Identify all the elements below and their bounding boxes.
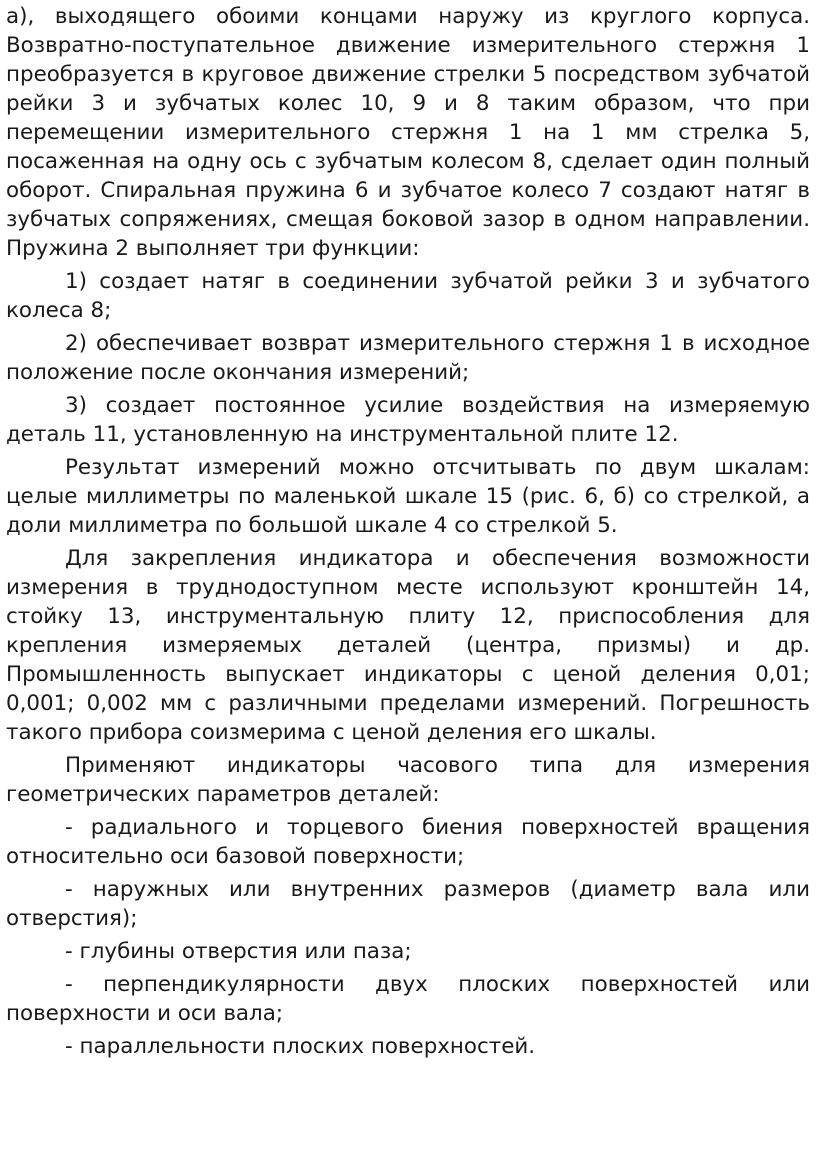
paragraph-continuation: а), выходящего обоими концами наружу из круглого корпуса. Возвратно-поступательное движение измерительного стержня 1 преобразуется в круговое движение стрелки 5 посредством зубчатой рейки 3 и зубчатых колес 10, 9 и 8 таким образом, что при перемещении измерительного стержня 1 на 1 мм стрелка 5, посаженная на одну ось с зубчатым колесом 8, сделает один полный оборот. Спиральная пружина 6 и зубчатое колесо 7 создают натяг в зубчатых сопряжениях, смещая боковой зазор в одном направлении. Пружина 2 выполняет три функции:: [6, 4, 810, 261]
list-item-function-1: 1) создает натяг в соединении зубчатой рейки 3 и зубчатого колеса 8;: [6, 269, 810, 323]
list-item-function-2: 2) обеспечивает возврат измерительного стержня 1 в исходное положение после окончания измерений;: [6, 331, 810, 385]
list-item-perpendicularity: - перпендикулярности двух плоских поверхностей или поверхности и оси вала;: [6, 972, 810, 1026]
list-item-parallelism: - параллельности плоских поверхностей.: [65, 1034, 536, 1059]
paragraph-scales: Результат измерений можно отсчитывать по двум шкалам: целые миллиметры по маленькой шкале 15 (рис. 6, б) со стрелкой, а доли миллиметра по большой шкале 4 со стрелкой 5.: [6, 455, 810, 538]
document-page: [6, 2, 810, 1065]
list-item-depth: - глубины отверстия или паза;: [65, 939, 412, 964]
list-item-runout: - радиального и торцевого биения поверхностей вращения относительно оси базовой поверхности;: [6, 815, 810, 869]
paragraph-applications-intro: Применяют индикаторы часового типа для измерения геометрических параметров деталей:: [6, 753, 810, 807]
list-item-dimensions: - наружных или внутренних размеров (диаметр вала или отверстия);: [6, 877, 810, 931]
list-item-function-3: 3) создает постоянное усилие воздействия на измеряемую деталь 11, установленную на инструментальной плите 12.: [6, 393, 810, 447]
paragraph-mounting: Для закрепления индикатора и обеспечения возможности измерения в труднодоступном месте используют кронштейн 14, стойку 13, инструментальную плиту 12, приспособления для крепления измеряемых деталей (центра, призмы) и др. Промышленность выпускает индикаторы с ценой деления 0,01; 0,001; 0,002 мм с различными пределами измерений. Погрешность такого прибора соизмерима с ценой деления его шкалы.: [6, 546, 810, 745]
